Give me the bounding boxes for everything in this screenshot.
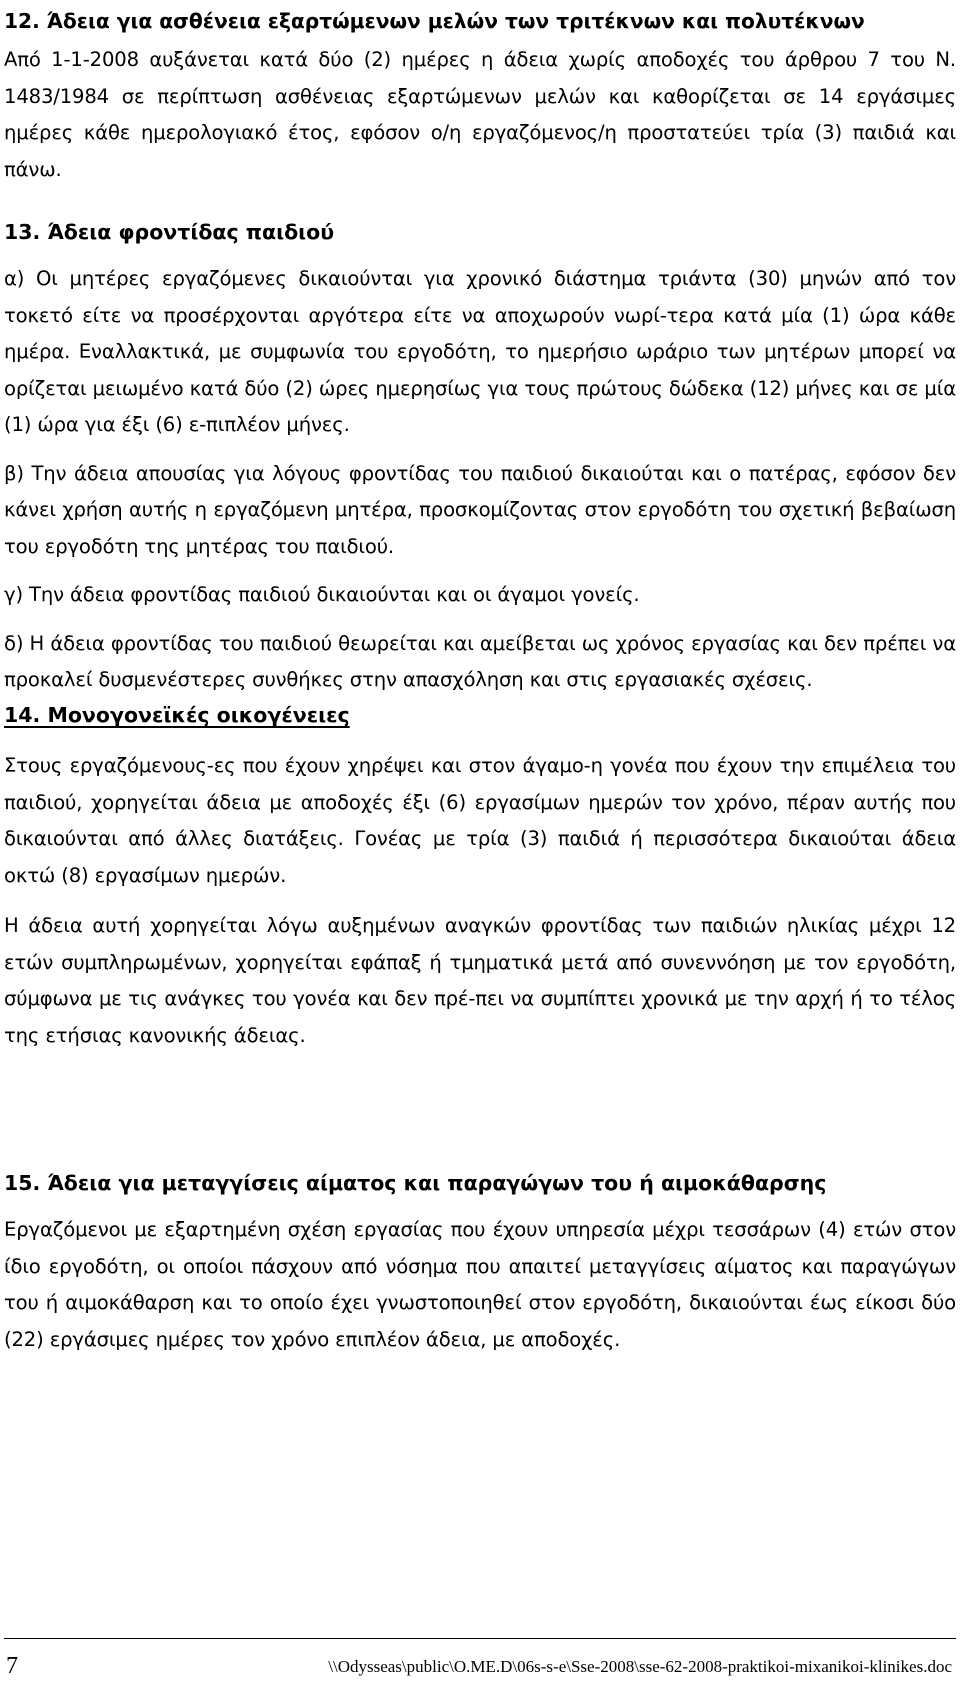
paragraph: Εργαζόμενοι με εξαρτημένη σχέση εργασίας που έχουν υπηρεσία μέχρι τεσσάρων (4) ετών στον ίδιο εργοδότη, οι οποίοι πάσχουν από νόσημα που απαιτεί μεταγγίσεις αίματος και παραγώγων του ή αιμοκάθαρση και το οποίο έχει γνωστοποιηθεί στον εργοδότη, δικαιούνται έως είκοσι δύο (22) εργάσιμες ημέρες τον χρόνο επιπλέον άδεια, με αποδοχές. [4,1218,956,1351]
section-heading: 13. Άδεια φροντίδας παιδιού [4,220,335,244]
paragraph: β) Την άδεια απουσίας για λόγους φροντίδας του παιδιού δικαιούται και ο πατέρας, εφόσον δεν κάνει χρήση αυτής η εργαζόμενη μητέρα, προσκομίζοντας στον εργοδότη του σχετική βεβαίωση του εργοδότη της μητέρας του παιδιού. [4,461,956,558]
paragraph: Από 1-1-2008 αυξάνεται κατά δύο (2) ημέρες η άδεια χωρίς αποδοχές του άρθρου 7 του Ν. 1483/1984 σε περίπτωση ασθένειας εξαρτώμενων μελών και καθορίζεται σε 14 εργάσιμες ημέρες κάθε ημερολογιακό έτος, εφόσον ο/η εργαζόμενος/η προστατεύει τρία (3) παιδιά και πάνω. [4,48,956,181]
paragraph: γ) Την άδεια φροντίδας παιδιού δικαιούνται και οι άγαμοι γονείς. [4,583,640,606]
paragraph: Στους εργαζόμενους-ες που έχουν χηρέψει και στον άγαμο-η γονέα που έχουν την επιμέλεια του παιδιού, χορηγείται άδεια με αποδοχές έξι (6) εργασίμων ημερών τον χρόνο, πέραν αυτής που δικαιούνται από άλλες διατάξεις. Γονέας με τρία (3) παιδιά ή περισσότερα δικαιούται άδεια οκτώ (8) εργασίμων ημερών. [4,754,956,887]
section-heading: 12. Άδεια για ασθένεια εξαρτώμενων μελών των τριτέκνων και πολυτέκνων [4,9,865,33]
section-12 [4,4,956,188]
section-13 [4,215,956,699]
section-heading: 14. Μονογονεϊκές οικογένειες [4,703,350,727]
paragraph: α) Οι μητέρες εργαζόμενες δικαιούνται για χρονικό διάστημα τριάντα (30) μηνών από τον τοκετό είτε να προσέρχονται αργότερα είτε να αποχωρούν νωρί-τερα κατά μία (1) ώρα κάθε ημέρα. Εναλλακτικά, με συμφωνία του εργοδότη, το ημερήσιο ωράριο των μητέρων μπορεί να ορίζεται μειωμένο κατά δύο (2) ώρες ημερησίως για τους πρώτους δώδεκα (12) μήνες και σε μία (1) ώρα για έξι (6) ε-πιπλέον μήνες. [4,267,956,436]
paragraph: Η άδεια αυτή χορηγείται λόγω αυξημένων αναγκών φροντίδας των παιδιών ηλικίας μέχρι 12 ετών συμπληρωμένων, χορηγείται εφάπαξ ή τμηματικά μετά από συνεννόηση με τον εργοδότη, σύμφωνα με τις ανάγκες του γονέα και δεν πρέ-πει να συμπίπτει χρονικά με την αρχή ή το τέλος της ετήσιας κανονικής άδειας. [4,914,956,1047]
paragraph: δ) Η άδεια φροντίδας του παιδιού θεωρείται και αμείβεται ως χρόνος εργασίας και δεν πρέπει να προκαλεί δυσμενέστερες συνθήκες στην απασχόληση και στις εργασιακές σχέσεις. [4,631,956,691]
section-heading: 15. Άδεια για μεταγγίσεις αίματος και παραγώγων του ή αιμοκάθαρσης [4,1171,827,1195]
section-15 [4,1166,956,1358]
page-number: 7 [6,1653,18,1679]
section-14 [4,698,956,1054]
file-path: \\Odysseas\public\O.ME.D\06s-s-e\Sse-2008\sse-62-2008-praktikoi-mixanikoi-klinikes.doc [328,1657,952,1676]
page-footer [4,1638,956,1679]
